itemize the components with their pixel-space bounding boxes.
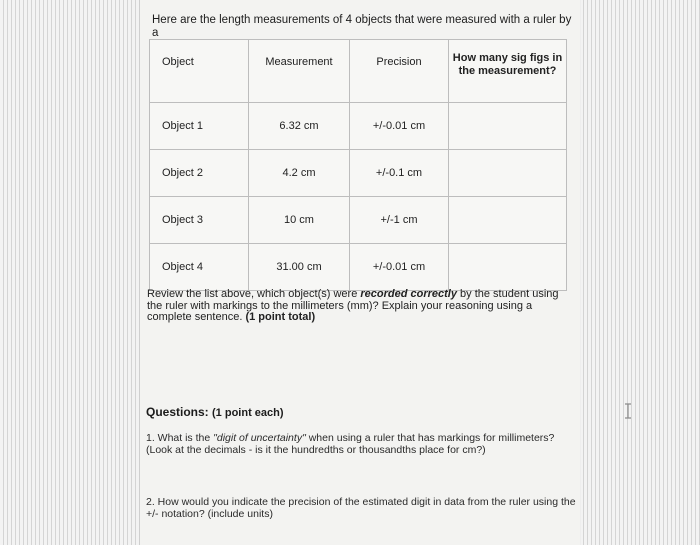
- cell-sig-figs[interactable]: [449, 244, 567, 291]
- text-cursor-icon: [623, 403, 633, 419]
- cell-sig-figs[interactable]: [449, 103, 567, 150]
- cell-precision: +/-0.1 cm: [350, 150, 449, 197]
- table-header-row: [150, 40, 567, 103]
- cell-object: Object 4: [150, 244, 249, 291]
- questions-title: Questions:: [146, 405, 209, 419]
- table-row: [150, 103, 567, 150]
- table-row: [150, 244, 567, 291]
- review-prompt: [147, 289, 567, 324]
- header-measurement: Measurement: [249, 40, 350, 103]
- review-text-1: Review the list above, which object(s) were: [147, 288, 361, 300]
- cell-sig-figs[interactable]: [449, 150, 567, 197]
- q1-text-1: 1. What is the: [146, 432, 214, 444]
- q1-text-2: when using a ruler that has markings for millimeters? (Look at the decimals - is it the hundredths or thousandths place for cm?): [146, 432, 555, 456]
- header-sig-figs: How many sig figs in the measurement?: [449, 40, 567, 103]
- q1-italic: "digit of uncertainty": [213, 432, 306, 444]
- cell-object: Object 3: [150, 197, 249, 244]
- question-2: 2. How would you indicate the precision of the estimated digit in data from the ruler using the +/- notation? (include units): [146, 496, 576, 520]
- cell-sig-figs[interactable]: [449, 197, 567, 244]
- cell-precision: +/-1 cm: [350, 197, 449, 244]
- review-text-2: by the student using the ruler with markings to the millimeters (mm)? Explain your reasoning using a complete sentence.: [147, 288, 559, 323]
- header-object: Object: [150, 40, 249, 103]
- cell-measurement: 10 cm: [249, 197, 350, 244]
- review-points: (1 point total): [245, 311, 316, 323]
- header-precision: Precision: [350, 40, 449, 103]
- questions-points: (1 point each): [212, 407, 284, 419]
- table-row: [150, 197, 567, 244]
- measurement-table: [149, 39, 567, 291]
- review-emphasis: recorded correctly: [360, 288, 457, 300]
- cell-measurement: 4.2 cm: [249, 150, 350, 197]
- cell-object: Object 2: [150, 150, 249, 197]
- questions-heading: [146, 405, 566, 419]
- intro-line-1: Here are the length measurements of 4 objects that were measured with a ruler by a: [152, 14, 572, 39]
- cell-measurement: 6.32 cm: [249, 103, 350, 150]
- cell-precision: +/-0.01 cm: [350, 103, 449, 150]
- cell-measurement: 31.00 cm: [249, 244, 350, 291]
- cell-precision: +/-0.01 cm: [350, 244, 449, 291]
- cell-object: Object 1: [150, 103, 249, 150]
- question-1: [146, 433, 576, 456]
- table-row: [150, 150, 567, 197]
